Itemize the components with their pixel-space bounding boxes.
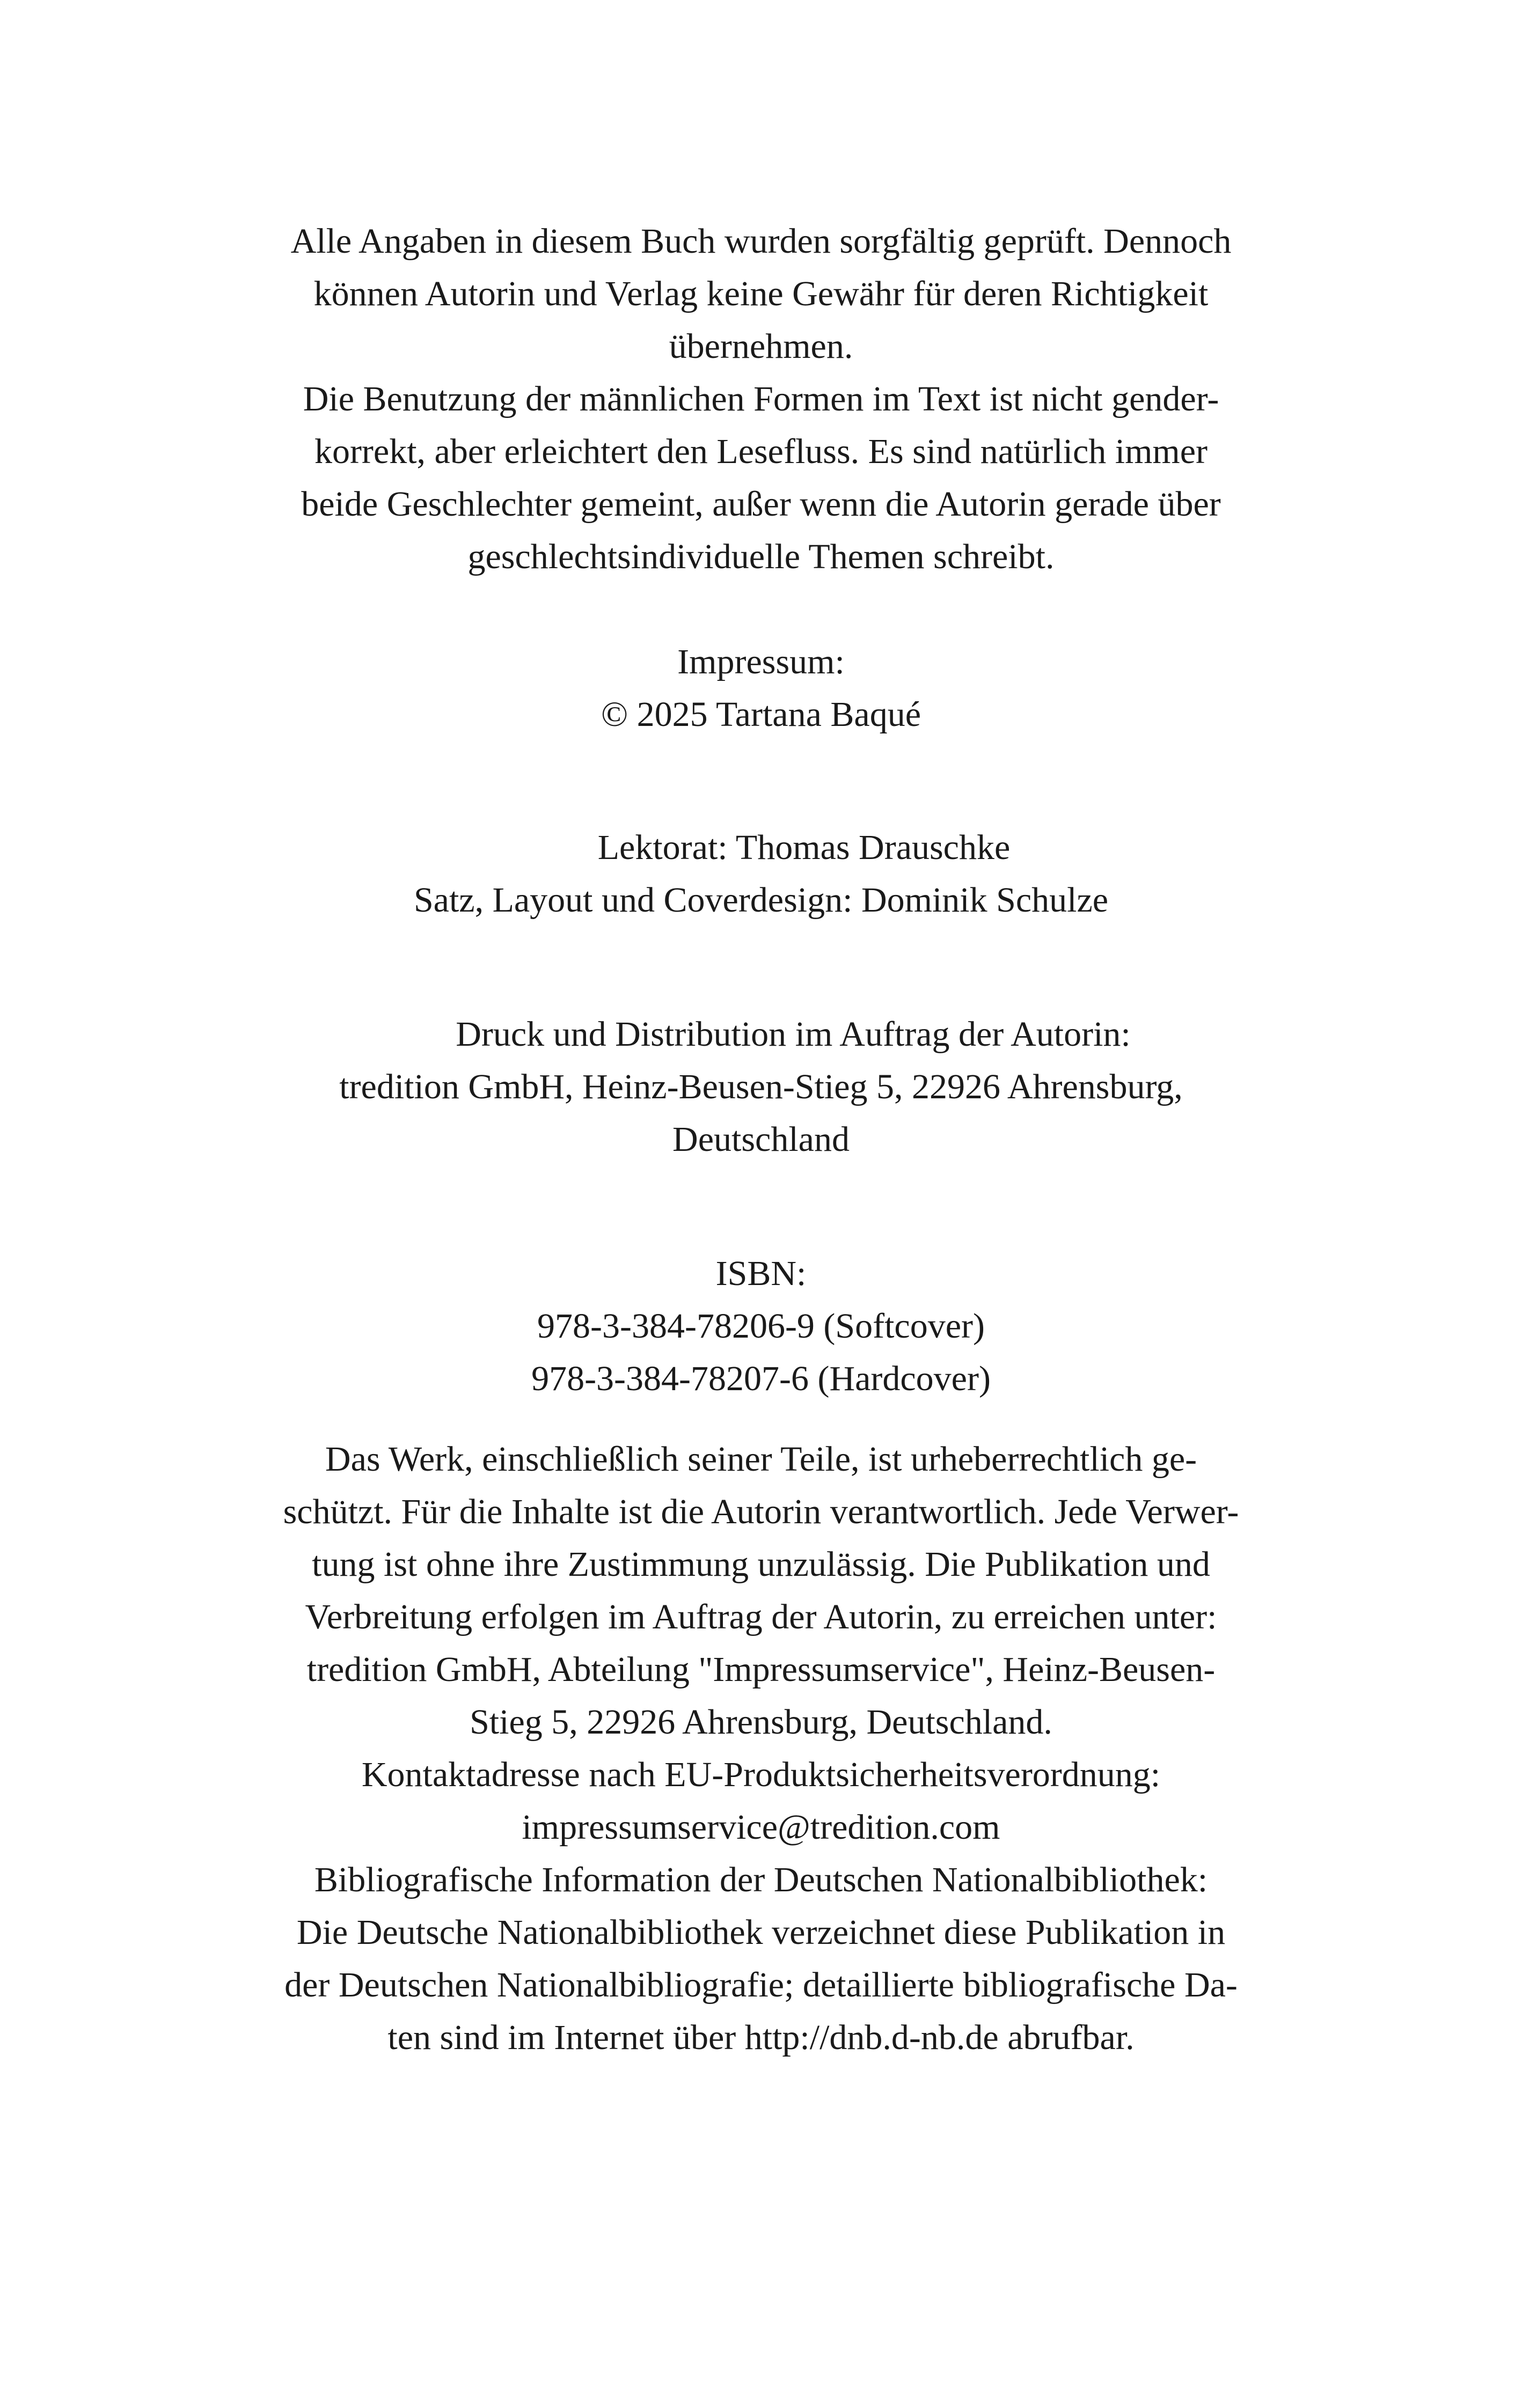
legal-line: Verbreitung erfolgen im Auftrag der Autorin, zu erreichen unter: [305, 1597, 1217, 1636]
printing-country-line: Deutschland [672, 1120, 850, 1159]
disclaimer-line: Alle Angaben in diesem Buch wurden sorgfältig geprüft. Dennoch [290, 222, 1232, 261]
printing-line: Druck und Distribution im Auftrag der Autorin: [456, 1015, 1131, 1054]
legal-line: Stieg 5, 22926 Ahrensburg, Deutschland. [470, 1702, 1052, 1742]
layout-credit: Satz, Layout und Coverdesign: Dominik Schulze [413, 880, 1109, 920]
dnb-heading: Bibliografische Information der Deutschen Nationalbibliothek: [314, 1860, 1208, 1899]
editor-credit: Lektorat: Thomas Drauschke [597, 828, 1011, 867]
copyright-notice: © 2025 Tartana Baqué [601, 695, 921, 734]
contact-heading: Kontaktadresse nach EU-Produktsicherheitsverordnung: [361, 1755, 1161, 1794]
isbn-hardcover: 978-3-384-78207-6 (Hardcover) [531, 1359, 991, 1398]
disclaimer-line: können Autorin und Verlag keine Gewähr für deren Richtigkeit [313, 274, 1209, 313]
printing-address-line: tredition GmbH, Heinz-Beusen-Stieg 5, 22926 Ahrensburg, [339, 1067, 1183, 1106]
legal-line: tung ist ohne ihre Zustimmung unzulässig. Die Publikation und [312, 1545, 1210, 1584]
legal-line: tredition GmbH, Abteilung "Impressumservice", Heinz-Beusen- [306, 1650, 1216, 1689]
legal-line: schützt. Für die Inhalte ist die Autorin verantwortlich. Jede Verwer- [283, 1492, 1239, 1531]
gender-note-line: korrekt, aber erleichtert den Lesefluss. Es sind natürlich immer [314, 432, 1208, 471]
disclaimer-line: übernehmen. [669, 327, 853, 366]
dnb-line: Die Deutsche Nationalbibliothek verzeichnet diese Publikation in [296, 1913, 1226, 1952]
dnb-line: der Deutschen Nationalbibliografie; detaillierte bibliografische Da- [284, 1965, 1238, 2005]
isbn-heading: ISBN: [715, 1254, 807, 1293]
impressum-heading: Impressum: [677, 642, 845, 681]
legal-line: Das Werk, einschließlich seiner Teile, ist urheberrechtlich ge- [325, 1440, 1197, 1479]
contact-email: impressumservice@tredition.com [522, 1808, 1000, 1847]
isbn-softcover: 978-3-384-78206-9 (Softcover) [537, 1306, 985, 1346]
gender-note-line: beide Geschlechter gemeint, außer wenn die Autorin gerade über [301, 484, 1221, 524]
dnb-line: ten sind im Internet über http://dnb.d-nb.de abrufbar. [387, 2018, 1135, 2057]
gender-note-line: geschlechtsindividuelle Themen schreibt. [467, 537, 1055, 576]
gender-note-line: Die Benutzung der männlichen Formen im Text ist nicht gender- [303, 379, 1219, 419]
